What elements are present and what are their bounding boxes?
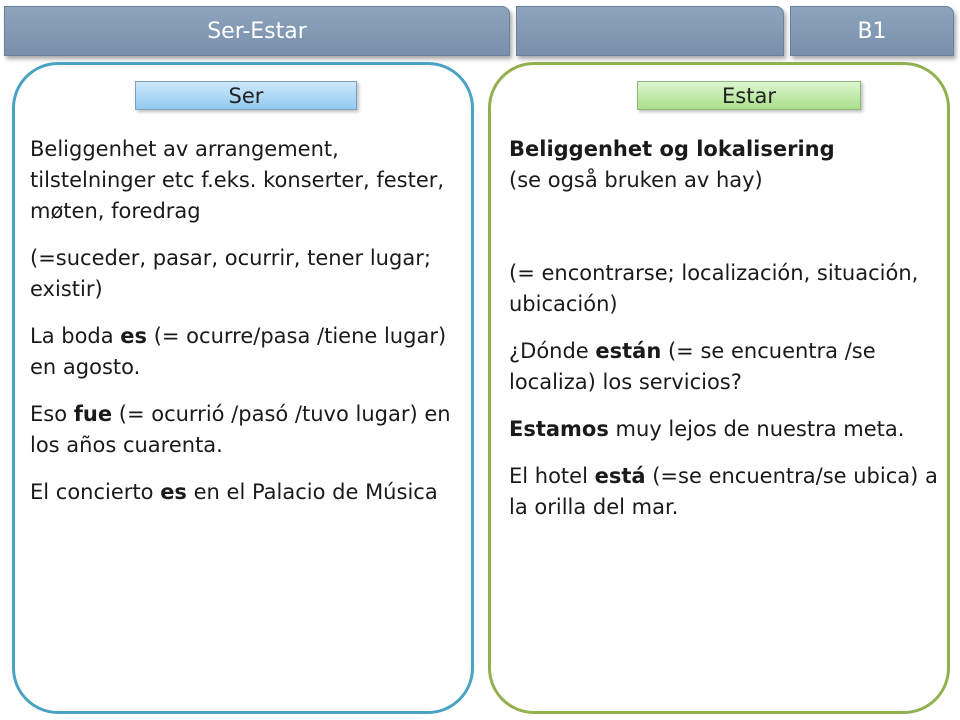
tab-ser-estar: [4, 6, 510, 56]
estar-label-text: Estar: [722, 83, 776, 108]
ser-ex2-verb: fue: [73, 402, 113, 426]
ser-ex3-post: en el Palacio de Música: [186, 480, 438, 504]
estar-ex3-verb: está: [594, 464, 646, 488]
estar-example-1: [509, 336, 957, 398]
ser-ex1-verb: es: [120, 324, 148, 348]
ser-label: [135, 81, 357, 110]
ser-example-1: [30, 321, 470, 383]
estar-content: [509, 134, 957, 539]
ser-ex2-pre: Eso: [30, 402, 74, 426]
tab-level: [790, 6, 954, 56]
estar-heading: [509, 134, 957, 165]
tab-empty: [516, 6, 784, 56]
estar-paragraph-2: (= encontrarse; localización, situación, ubicación): [509, 261, 919, 316]
estar-ex1-pre: ¿Dónde: [509, 339, 596, 363]
estar-heading-text: Beliggenhet og lokalisering: [509, 137, 835, 161]
ser-ex3-pre: El concierto: [30, 480, 161, 504]
ser-ex2-post: (= ocurrió /pasó /tuvo lugar) en los años cuarenta.: [30, 402, 451, 457]
estar-example-3: [509, 461, 957, 523]
ser-paragraph-1: Beliggenhet av arrangement, tilstelninger etc f.eks. konserter, fester, møten, foredrag: [30, 137, 445, 223]
ser-ex1-post: (= ocurre/pasa /tiene lugar) en agosto.: [30, 324, 447, 379]
ser-example-2: [30, 399, 470, 461]
tab-ser-estar-label: Ser-Estar: [207, 18, 307, 44]
estar-example-2: [509, 414, 957, 445]
ser-ex1-pre: La boda: [30, 324, 121, 348]
estar-label: [637, 81, 861, 110]
estar-ex3-post: (=se encuentra/se ubica) a la orilla del mar.: [509, 464, 938, 519]
estar-ex1-verb: están: [595, 339, 662, 363]
estar-subheading: (se også bruken av hay): [509, 168, 763, 192]
estar-ex1-post: (= se encuentra /se localiza) los servicios?: [509, 339, 876, 394]
ser-label-text: Ser: [228, 83, 264, 108]
ser-content: [30, 134, 470, 524]
ser-example-3: [30, 477, 470, 508]
estar-ex3-pre: El hotel: [509, 464, 595, 488]
estar-ex2-verb: Estamos: [509, 417, 609, 441]
tab-level-label: B1: [857, 18, 887, 44]
ser-paragraph-2: (=suceder, pasar, ocurrir, tener lugar; existir): [30, 246, 431, 301]
ser-ex3-verb: es: [160, 480, 187, 504]
estar-ex2-post: muy lejos de nuestra meta.: [608, 417, 905, 441]
